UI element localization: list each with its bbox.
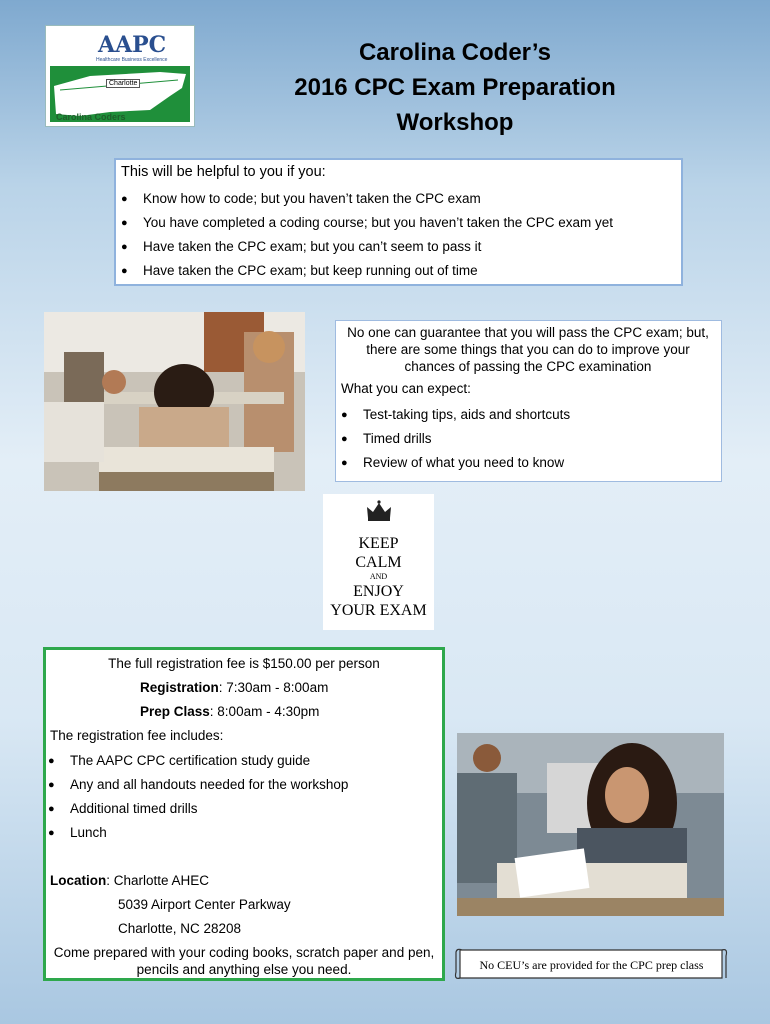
bullet-icon: ● <box>121 217 128 229</box>
logo-city: Charlotte <box>106 79 140 88</box>
list-item: ● Test-taking tips, aids and shortcuts <box>341 403 570 427</box>
logo-chapter: Carolina Coders <box>56 112 126 122</box>
bullet-icon: ● <box>121 241 128 253</box>
helpful-heading: This will be helpful to you if you: <box>121 164 326 180</box>
ceu-notice-banner <box>454 944 731 984</box>
list-item: ● Lunch <box>48 821 348 845</box>
registration-box <box>43 647 445 981</box>
list-item: ● The AAPC CPC certification study guide <box>48 749 348 773</box>
expect-list <box>341 403 570 475</box>
bullet-icon: ● <box>48 755 55 767</box>
closing-note: Come prepared with your coding books, scratch paper and pen, pencils and anything else you need. <box>53 945 435 977</box>
bullet-icon: ● <box>341 409 348 421</box>
list-item: ● Any and all handouts needed for the workshop <box>48 773 348 797</box>
logo-brand: AAPC <box>98 32 167 58</box>
keep-calm-top: KEEP CALM <box>355 535 402 571</box>
keep-calm-poster <box>323 494 434 630</box>
list-item: ● Review of what you need to know <box>341 451 570 475</box>
expect-box <box>335 320 722 482</box>
list-item: ● Have taken the CPC exam; but you can’t seem to pass it <box>121 235 613 259</box>
list-item: ● Have taken the CPC exam; but keep running out of time <box>121 259 613 283</box>
list-item: ● Know how to code; but you haven’t taken the CPC exam <box>121 187 613 211</box>
includes-heading: The registration fee includes: <box>50 728 224 743</box>
title-line-2: 2016 CPC Exam Preparation <box>294 74 616 101</box>
bullet-icon: ● <box>341 433 348 445</box>
page-title <box>265 35 645 140</box>
smiling-student-photo <box>457 733 724 916</box>
title-line-1: Carolina Coder’s <box>358 39 552 66</box>
expect-heading: What you can expect: <box>341 381 471 396</box>
logo-subtitle: Healthcare Business Excellence <box>96 57 168 63</box>
includes-list <box>48 749 348 845</box>
registration-fee: The full registration fee is $150.00 per person <box>108 656 380 671</box>
helpful-box <box>114 158 683 286</box>
keep-calm-bottom: ENJOY YOUR EXAM <box>330 583 427 619</box>
list-item: ● Additional timed drills <box>48 797 348 821</box>
expect-intro: No one can guarantee that you will pass the CPC exam; but, there are some things that you can do to improve your chances of passing the CPC examination <box>347 325 709 374</box>
keep-calm-and: AND <box>369 572 388 581</box>
crown-icon <box>365 500 393 522</box>
list-item: ● You have completed a coding course; but you haven’t taken the CPC exam yet <box>121 211 613 235</box>
address-line-1: 5039 Airport Center Parkway <box>118 897 291 912</box>
location: Location: Charlotte AHEC <box>50 873 210 888</box>
registration-time: Registration: 7:30am - 8:00am <box>140 680 329 695</box>
list-item: ● Timed drills <box>341 427 570 451</box>
prep-class-time: Prep Class: 8:00am - 4:30pm <box>140 704 320 719</box>
address-line-2: Charlotte, NC 28208 <box>118 921 242 936</box>
helpful-list <box>121 187 613 283</box>
aapc-logo <box>45 25 195 127</box>
bullet-icon: ● <box>48 803 55 815</box>
bullet-icon: ● <box>48 779 55 791</box>
exam-room-photo <box>44 312 305 491</box>
bullet-icon: ● <box>341 457 348 469</box>
ceu-notice-text: No CEU’s are provided for the CPC prep class <box>479 958 704 972</box>
title-line-3: Workshop <box>396 109 514 136</box>
bullet-icon: ● <box>121 193 128 205</box>
bullet-icon: ● <box>48 827 55 839</box>
bullet-icon: ● <box>121 265 128 277</box>
